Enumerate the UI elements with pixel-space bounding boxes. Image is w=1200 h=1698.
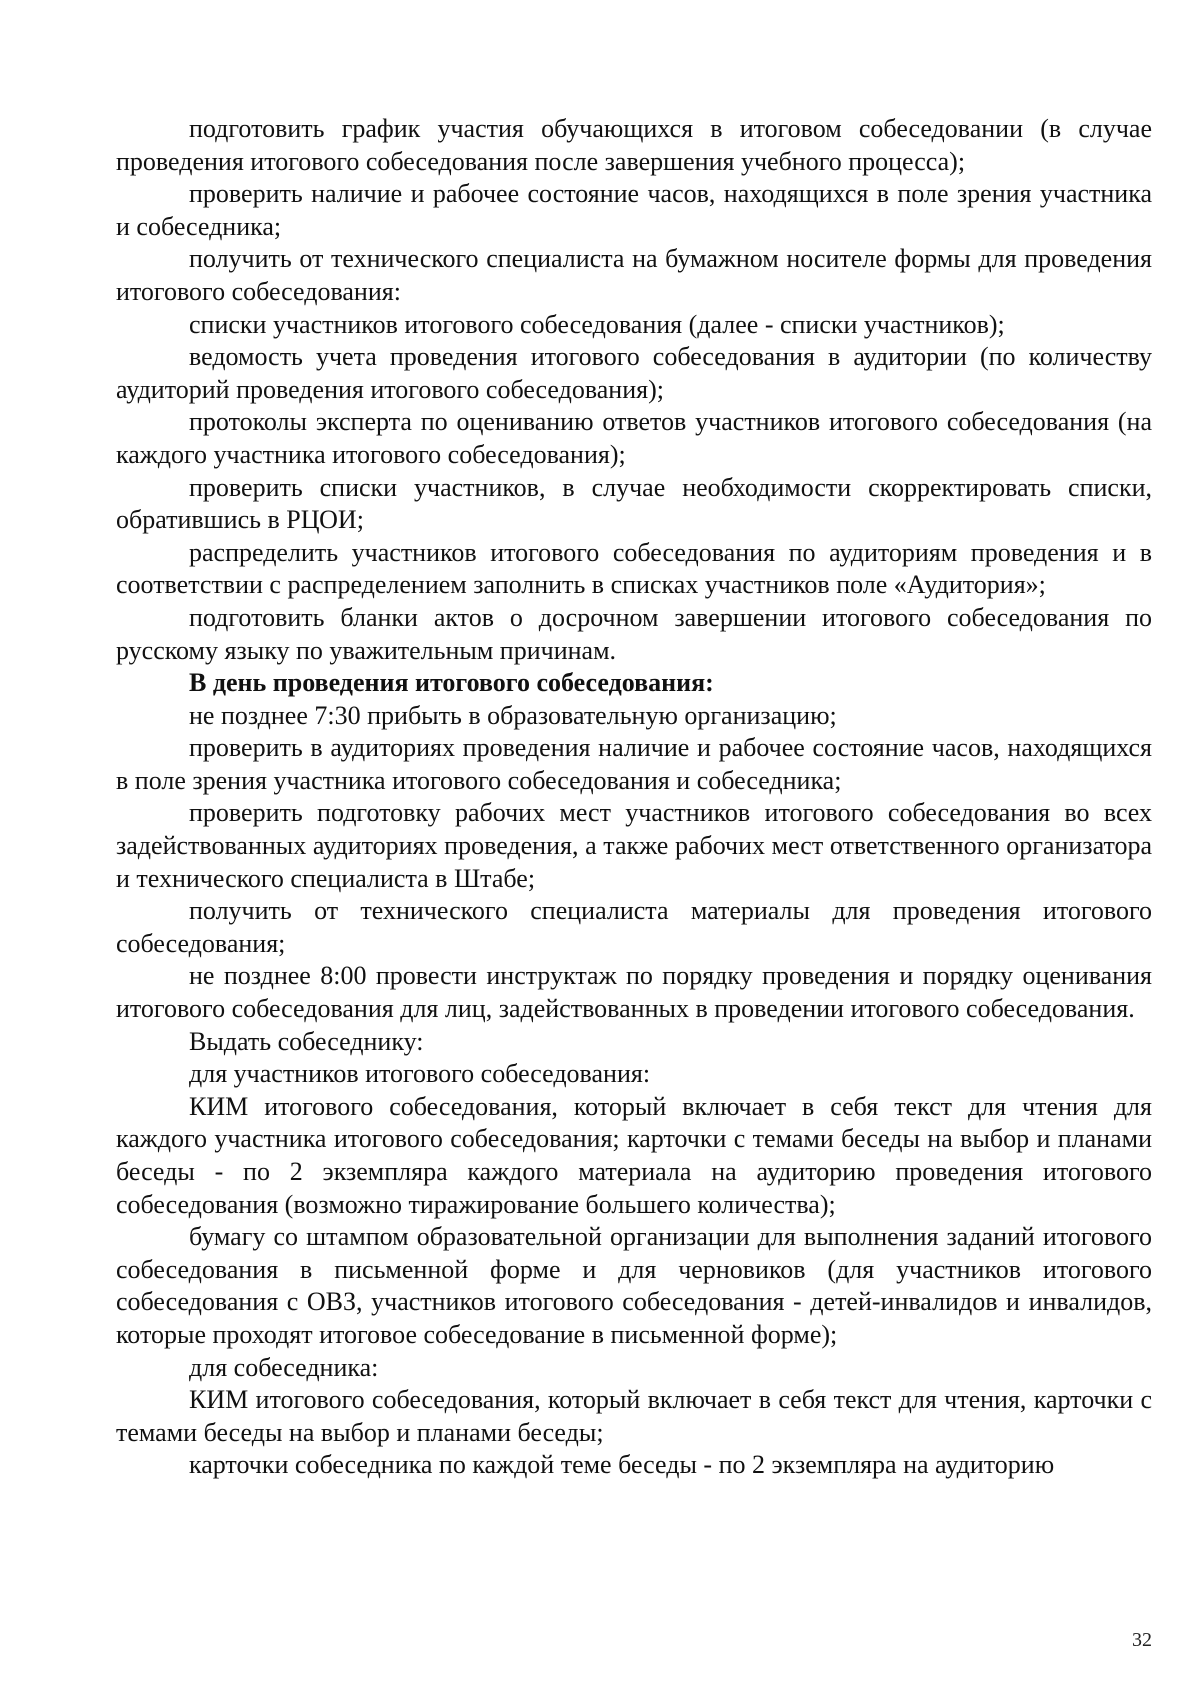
paragraph: для участников итогового собеседования: (189, 1059, 651, 1089)
paragraph: КИМ итогового собеседования, который включает в себя текст для чтения, карточки с темами беседы на выбор и планами беседы; (116, 1385, 1152, 1447)
paragraph: карточки собеседника по каждой теме беседы - по 2 экземпляра на аудиторию (189, 1450, 1055, 1480)
paragraph: бумагу со штампом образовательной организации для выполнения заданий итогового собеседования в письменной форме и для черновиков (для участников итогового собеседования с ОВЗ, участников итогового собеседования - детей-инвалидов и инвалидов, которые проходят итоговое собеседование в письменной форме); (116, 1222, 1152, 1349)
paragraph: подготовить график участия обучающихся в итоговом собеседовании (в случае проведения итогового собеседования после завершения учебного процесса); (116, 114, 1152, 176)
paragraph: для собеседника: (189, 1352, 379, 1382)
paragraph: протоколы эксперта по оцениванию ответов участников итогового собеседования (на каждого участника итогового собеседования); (116, 407, 1152, 469)
paragraph: проверить наличие и рабочее состояние часов, находящихся в поле зрения участника и собеседника; (116, 179, 1152, 241)
page-number: 32 (1132, 1629, 1152, 1651)
paragraph: списки участников итогового собеседования (далее - списки участников); (189, 309, 1005, 339)
paragraph: не позднее 7:30 прибыть в образовательную организацию; (189, 700, 837, 730)
paragraph: проверить подготовку рабочих мест участников итогового собеседования во всех задействованных аудиториях проведения, а также рабочих мест ответственного организатора и технического специалиста в Штабе; (116, 798, 1152, 893)
paragraph: не позднее 8:00 провести инструктаж по порядку проведения и порядку оценивания итогового собеседования для лиц, задействованных в проведении итогового собеседования. (116, 961, 1152, 1024)
paragraph: проверить в аудиториях проведения наличие и рабочее состояние часов, находящихся в поле зрения участника итогового собеседования и собеседника; (116, 733, 1152, 795)
paragraph: получить от технического специалиста на бумажном носителе формы для проведения итогового собеседования: (116, 244, 1152, 306)
paragraph: ведомость учета проведения итогового собеседования в аудитории (по количеству аудиторий проведения итогового собеседования); (116, 342, 1152, 404)
paragraph: получить от технического специалиста материалы для проведения итогового собеседования; (116, 896, 1152, 958)
paragraph: Выдать собеседнику: (189, 1026, 424, 1056)
paragraph: проверить списки участников, в случае необходимости скорректировать списки, обратившись в РЦОИ; (116, 472, 1152, 535)
section-heading: В день проведения итогового собеседования: (189, 668, 714, 698)
paragraph: подготовить бланки актов о досрочном завершении итогового собеседования по русскому языку по уважительным причинам. (116, 602, 1152, 665)
paragraph: распределить участников итогового собеседования по аудиториям проведения и в соответствии с распределением заполнить в списках участников поле «Аудитория»; (116, 537, 1152, 600)
document-body (116, 113, 1152, 1482)
paragraph: КИМ итогового собеседования, который включает в себя текст для чтения для каждого участника итогового собеседования; карточки с темами беседы на выбор и планами беседы - по 2 экземпляра каждого материала на аудиторию проведения итогового собеседования (возможно тиражирование большего количества); (116, 1091, 1152, 1219)
